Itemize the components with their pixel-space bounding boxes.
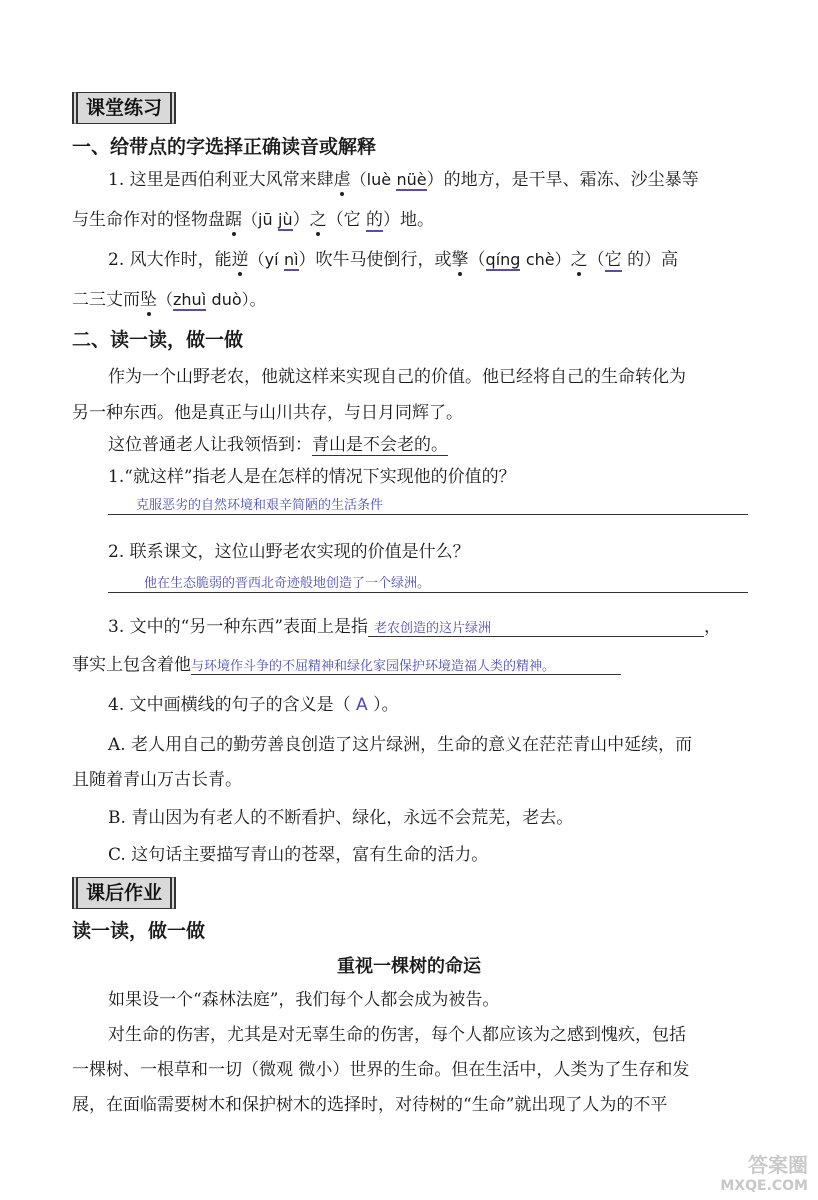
passage-line2: 另一种东西。他是真正与山川共存，与日月同辉了。 xyxy=(72,403,463,423)
q2-line1 xyxy=(108,245,678,270)
q2-line2 xyxy=(72,285,266,310)
selected-pinyin: jù xyxy=(278,210,293,229)
text: （它 xyxy=(326,210,361,230)
answer-line-2 xyxy=(108,572,748,593)
text: ）吹牛马使倒行，或 xyxy=(298,250,452,270)
selected-pinyin: nì xyxy=(283,250,299,269)
selected-pinyin: nüè xyxy=(396,170,427,189)
text: （ xyxy=(468,250,486,270)
text: ）的地方，是干旱、霜冻、沙尘暴等 xyxy=(426,170,699,190)
watermark-line2: MXQE.COM xyxy=(720,1178,808,1194)
text: 2. 风大作时，能 xyxy=(108,250,232,270)
dotted-char: 之 xyxy=(309,210,327,230)
text: 事实上包含着他 xyxy=(72,655,191,675)
dotted-char: 虐 xyxy=(333,170,351,190)
passage-line1: 作为一个山野老农，他就这样来实现自己的价值。他已经将自己的生命转化为 xyxy=(108,367,686,387)
option-c: C. 这句话主要描写青山的苍翠，富有生命的活力。 xyxy=(108,845,489,865)
question-4 xyxy=(108,690,399,715)
article-p2-line1: 对生命的伤害，尤其是对无辜生命的伤害，每个人都应该为之感到愧疚，包括 xyxy=(108,1025,686,1045)
option-a-line1: A. 老人用自己的勤劳善良创造了这片绿洲，生命的意义在茫茫青山中延续，而 xyxy=(108,735,693,755)
dotted-char: 之 xyxy=(570,250,588,270)
text: 4. 文中画横线的句子的含义是（ xyxy=(108,695,351,715)
passage-line3 xyxy=(108,430,448,455)
pinyin-option: duò）。 xyxy=(211,290,266,309)
selected-meaning: 的 xyxy=(366,210,383,230)
question-3 xyxy=(108,612,721,637)
text: ）地。 xyxy=(383,210,434,230)
answer-1: 克服恶劣的自然环境和艰辛简陋的生活条件 xyxy=(136,498,384,513)
dotted-char: 擎 xyxy=(451,250,469,270)
text: 这位普通老人让我领悟到： xyxy=(108,435,312,455)
watermark-logo xyxy=(720,1149,808,1194)
selected-meaning: 它 xyxy=(604,250,622,270)
article-title: 重视一棵树的命运 xyxy=(337,956,481,977)
dotted-char: 踞 xyxy=(225,210,242,230)
text: （ xyxy=(587,250,605,270)
watermark-line1: 答案圈 xyxy=(748,1153,808,1177)
part2-title: 二、读一读，做一做 xyxy=(72,329,244,351)
text: 1. 这里是西伯利亚大风常来肆 xyxy=(108,170,334,190)
text: 与生命作对的怪物盘 xyxy=(72,210,225,230)
text: 3. 文中的“另一种东西”表面上是指 xyxy=(108,617,369,637)
text: ） xyxy=(292,210,310,230)
section-banner-homework: 课后作业 xyxy=(72,877,176,909)
q1-line2 xyxy=(72,205,434,230)
text: 二三丈而 xyxy=(72,290,140,310)
question-2: 2. 联系课文，这位山野老农实现的价值是什么？ xyxy=(108,542,470,562)
pinyin-option: （luè xyxy=(350,170,392,189)
pinyin-option: （jū xyxy=(242,210,273,229)
section-banner-classroom-practice: 课堂练习 xyxy=(72,92,176,124)
article-p1: 如果设一个“森林法庭”，我们每个人都会成为被告。 xyxy=(108,990,500,1010)
article-p2-line2: 一棵树、一根草和一切（微观 微小）世界的生命。但在生活中，人类为了生存和发 xyxy=(72,1060,690,1080)
answer-line-1 xyxy=(108,494,748,515)
text: ）。 xyxy=(373,695,399,715)
option-a-line2: 且随着青山万古长青。 xyxy=(72,770,242,790)
question-3-cont xyxy=(72,650,621,675)
selected-pinyin: zhuì xyxy=(173,290,207,309)
answer-2: 他在生态脆弱的晋西北奇迹般地创造了一个绿洲。 xyxy=(144,576,431,591)
selected-pinyin: qíng xyxy=(485,250,521,269)
text: （ xyxy=(157,290,174,309)
dotted-char: 逆 xyxy=(231,250,249,270)
part1-title: 一、给带点的字选择正确读音或解释 xyxy=(72,136,377,158)
option-b: B. 青山因为有老人的不断看护、绿化，永远不会荒芜，老去。 xyxy=(108,808,574,828)
q1-line1 xyxy=(108,165,699,190)
article-p2-line3: 展，在面临需要树木和保护树木的选择时，对待树的“生命”就出现了人为的不平 xyxy=(72,1095,668,1115)
answer-3a: 老农创造的这片绿洲 xyxy=(368,617,704,637)
pinyin-option: （yí xyxy=(248,250,279,269)
question-1: 1.“就这样”指老人是在怎样的情况下实现他的价值的？ xyxy=(108,467,516,487)
dotted-char: 坠 xyxy=(140,290,157,310)
text: 的）高 xyxy=(627,250,679,270)
pinyin-option: chè） xyxy=(525,250,571,269)
text: ， xyxy=(704,617,722,637)
homework-subtitle: 读一读，做一做 xyxy=(72,920,206,942)
underlined-sentence: 青山是不会老的。 xyxy=(312,435,448,455)
answer-4: A xyxy=(356,695,368,715)
answer-3b: 与环境作斗争的不屈精神和绿化家园保护环境造福人类的精神。 xyxy=(191,655,621,675)
